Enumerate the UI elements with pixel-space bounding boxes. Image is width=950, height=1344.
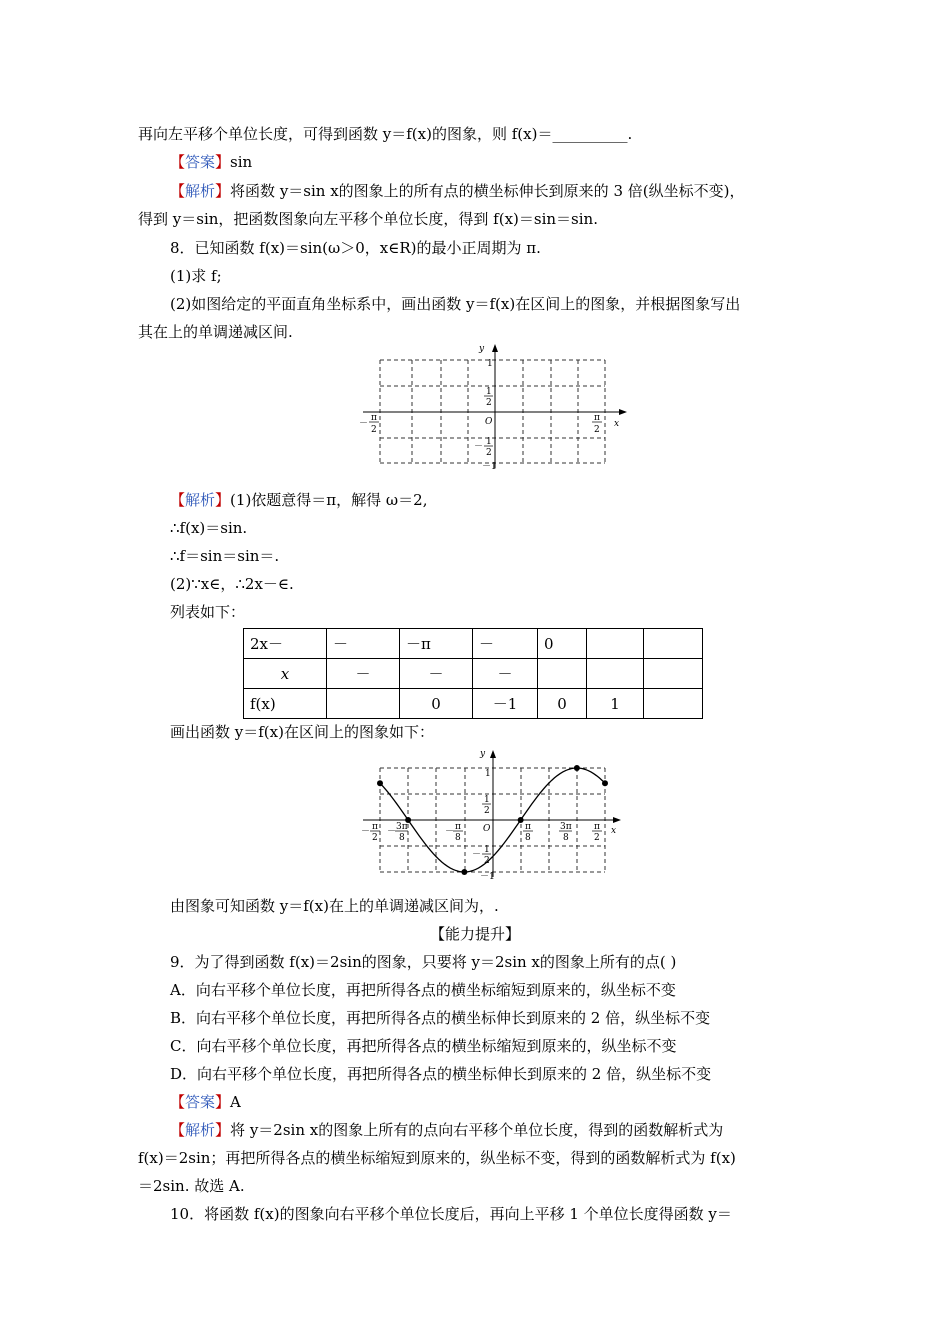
tick-right-den: 2 bbox=[594, 425, 600, 435]
table-cell: － bbox=[400, 659, 473, 689]
empty-coordinate-grid bbox=[355, 340, 635, 470]
question-10: 10．将函数 f(x)的图象向右平移个单位长度后，再向上平移 1 个单位长度得函数 y＝ bbox=[170, 1205, 732, 1223]
text-line: f(x)＝2sin；再把所得各点的横坐标缩短到原来的，纵坐标不变，得到的函数解析式为 f(x) bbox=[138, 1149, 736, 1167]
tick-x2-den: 8 bbox=[399, 833, 405, 843]
table-cell bbox=[587, 659, 644, 689]
tick-x2-minus: － bbox=[387, 827, 397, 837]
table-cell: f(x) bbox=[244, 689, 327, 719]
tick-1: 1 bbox=[487, 359, 493, 369]
tick-neg-half-den: 2 bbox=[486, 448, 492, 458]
option-b: B．向右平移个单位长度，再把所得各点的横坐标伸长到原来的 2 倍，纵坐标不变 bbox=[170, 1009, 711, 1027]
tick-half-den: 2 bbox=[486, 398, 492, 408]
text-line: 其在上的单调递减区间. bbox=[138, 323, 293, 341]
explanation-tag: 【解析】 bbox=[170, 182, 231, 200]
table-row bbox=[244, 689, 703, 719]
origin-label: O bbox=[483, 824, 491, 834]
tick-half-den: 2 bbox=[484, 806, 490, 816]
data-point bbox=[518, 817, 524, 823]
tick-half-num: 1 bbox=[484, 795, 490, 805]
tick-neg-half-num: 1 bbox=[484, 845, 490, 855]
option-d: D．向右平移个单位长度，再把所得各点的横坐标伸长到原来的 2 倍，纵坐标不变 bbox=[170, 1065, 712, 1083]
tick-x5-num: 3π bbox=[560, 822, 572, 832]
table-cell: － bbox=[327, 659, 400, 689]
tick-x3-minus: － bbox=[445, 827, 455, 837]
tick-left-num: π bbox=[371, 413, 377, 423]
tick-x1-num: π bbox=[372, 822, 378, 832]
table-cell: － bbox=[473, 629, 538, 659]
table-cell: －1 bbox=[473, 689, 538, 719]
data-point bbox=[461, 869, 467, 875]
text-line: ∴f(x)＝sin. bbox=[170, 519, 248, 537]
tick-neg-1: －1 bbox=[480, 872, 495, 882]
conclusion-line: 由图象可知函数 y＝f(x)在上的单调递减区间为，. bbox=[170, 897, 499, 915]
tick-neg-half-minus: － bbox=[474, 442, 484, 452]
table-cell bbox=[644, 659, 703, 689]
y-axis-label: y bbox=[479, 344, 485, 354]
table-cell: 0 bbox=[400, 689, 473, 719]
data-point bbox=[574, 765, 580, 771]
tick-neg-half-den: 2 bbox=[484, 856, 490, 866]
table-cell: －π bbox=[400, 629, 473, 659]
table-cell bbox=[587, 629, 644, 659]
tick-x3-den: 8 bbox=[455, 833, 461, 843]
answer-line: 【答案】A bbox=[170, 1093, 241, 1111]
tick-x6-num: π bbox=[594, 822, 600, 832]
answer-line: 【答案】sin bbox=[170, 153, 253, 171]
explanation-line: 【解析】将函数 y＝sin x的图象上的所有点的横坐标伸长到原来的 3 倍(纵坐标不变)， bbox=[170, 182, 745, 200]
tick-x3-num: π bbox=[455, 822, 461, 832]
data-point bbox=[602, 780, 608, 786]
data-point bbox=[377, 780, 383, 786]
question-9: 9．为了得到函数 f(x)＝2sin的图象，只要将 y＝2sin x的图象上所有的点( ) bbox=[170, 953, 677, 971]
table-cell bbox=[327, 689, 400, 719]
tick-1: 1 bbox=[485, 769, 491, 779]
question-8-part-2: (2)如图给定的平面直角坐标系中，画出函数 y＝f(x)在区间上的图象，并根据图象写出 bbox=[170, 295, 741, 313]
y-axis-label: y bbox=[480, 749, 486, 759]
option-c: C．向右平移个单位长度，再把所得各点的横坐标缩短到原来的，纵坐标不变 bbox=[170, 1037, 677, 1055]
text-line: ∴f＝sin＝sin＝. bbox=[170, 547, 280, 565]
section-heading: 【能力提升】 bbox=[429, 925, 520, 943]
x-axis-label: x bbox=[611, 826, 617, 836]
table-cell: 1 bbox=[587, 689, 644, 719]
answer-tag: 【答案】 bbox=[170, 1093, 231, 1111]
table-cell: 2x－ bbox=[244, 629, 327, 659]
x-axis-label: x bbox=[614, 419, 620, 429]
tick-right-num: π bbox=[594, 413, 600, 423]
table-cell: x bbox=[244, 659, 327, 689]
tick-x1-minus: － bbox=[361, 827, 371, 837]
table-row bbox=[244, 659, 703, 689]
table-cell: 0 bbox=[538, 689, 587, 719]
value-table bbox=[243, 628, 703, 719]
table-cell bbox=[538, 659, 587, 689]
tick-x4-num: π bbox=[525, 822, 531, 832]
text-line: 列表如下： bbox=[170, 603, 246, 621]
tick-half-num: 1 bbox=[486, 387, 492, 397]
tick-x5-den: 8 bbox=[563, 833, 569, 843]
question-8: 8．已知函数 f(x)＝sin(ω＞0，x∈R)的最小正周期为 π. bbox=[170, 239, 541, 257]
text-line: 画出函数 y＝f(x)在区间上的图象如下： bbox=[170, 723, 434, 741]
origin-label: O bbox=[485, 417, 493, 427]
explanation-line: 【解析】(1)依题意得＝π，解得 ω＝2, bbox=[170, 491, 428, 509]
tick-left-minus: － bbox=[359, 419, 369, 429]
tick-neg-half-num: 1 bbox=[486, 437, 492, 447]
text-line: 得到 y＝sin，把函数图象向左平移个单位长度，得到 f(x)＝sin＝sin. bbox=[138, 210, 598, 228]
table-row bbox=[244, 629, 703, 659]
table-cell: 0 bbox=[538, 629, 587, 659]
tick-left-den: 2 bbox=[371, 425, 377, 435]
tick-x6-den: 2 bbox=[594, 833, 600, 843]
tick-neg-1: －1 bbox=[482, 462, 497, 470]
tick-x1-den: 2 bbox=[372, 833, 378, 843]
table-cell: － bbox=[327, 629, 400, 659]
tick-x4-den: 8 bbox=[525, 833, 531, 843]
tick-x2-num: 3π bbox=[396, 822, 408, 832]
text-line: 再向左平移个单位长度，可得到函数 y＝f(x)的图象，则 f(x)＝__________. bbox=[138, 125, 633, 143]
table-cell bbox=[644, 689, 703, 719]
tick-neg-half-minus: － bbox=[472, 850, 482, 860]
explanation-line: 【解析】将 y＝2sin x的图象上所有的点向右平移个单位长度，得到的函数解析式为 bbox=[170, 1121, 724, 1139]
question-8-part-1: (1)求 f; bbox=[170, 267, 222, 285]
text-line: (2)∵x∈，∴2x－∈. bbox=[170, 575, 294, 593]
option-a: A．向右平移个单位长度，再把所得各点的横坐标缩短到原来的，纵坐标不变 bbox=[170, 981, 676, 999]
sine-graph bbox=[355, 742, 635, 882]
table-cell: － bbox=[473, 659, 538, 689]
text-line: ＝2sin. 故选 A. bbox=[138, 1177, 245, 1195]
table-cell bbox=[644, 629, 703, 659]
explanation-tag: 【解析】 bbox=[170, 491, 231, 509]
answer-tag: 【答案】 bbox=[170, 153, 231, 171]
explanation-tag: 【解析】 bbox=[170, 1121, 231, 1139]
